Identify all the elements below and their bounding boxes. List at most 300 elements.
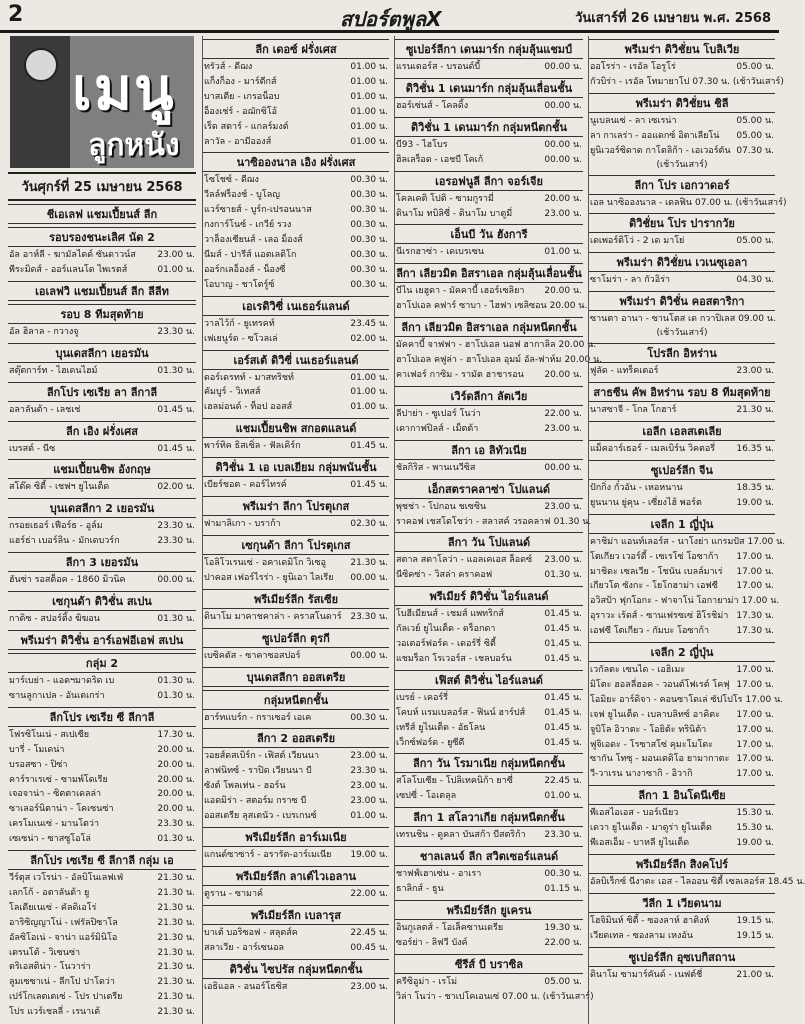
kickoff-time: 01.45 น.	[544, 609, 582, 620]
match-teams: ซากัน โทซุ - มอนเตดิโอ ยามากาตะ	[590, 754, 730, 765]
match-row	[8, 728, 196, 743]
kickoff-time: 21.30 น.	[157, 947, 195, 958]
match-teams: อลาลันต้า - เลชเช่	[9, 404, 81, 415]
kickoff-time: 00.30 น.	[544, 869, 582, 880]
match-teams: บารี่ - โมเดน่า	[9, 744, 65, 755]
league-heading: นาซิอองนาล เอิง ฝรั่งเศส	[203, 152, 389, 172]
kickoff-time: 01.45 น.	[350, 480, 388, 491]
match-row	[395, 338, 597, 353]
match-teams: บีไน เยฮูดา - มัคคาบี้ เฮอร์เซลิยา	[396, 286, 525, 297]
kickoff-time: 22.00 น.	[544, 937, 582, 948]
match-row	[395, 368, 583, 383]
match-row	[203, 711, 389, 726]
match-teams: ฟูลัด - แทร็คเตอร์	[590, 366, 659, 377]
logo-photo	[10, 36, 70, 168]
match-teams: เทรีส์ ยูไนเต็ด - อัธโลน	[396, 722, 486, 733]
match-row	[8, 325, 196, 340]
match-teams: เอฟซี โตเกียว - กัมบะ โอซาก้า	[590, 626, 710, 637]
kickoff-time: 01.00 น.	[350, 121, 388, 132]
match-teams: สตาล สตาโลว่า - แอลเคเอส ล็อดซ์	[396, 555, 533, 566]
match-teams: เบรสต์ - นีซ	[9, 443, 56, 454]
match-row	[395, 882, 583, 897]
match-teams: คัมบูร์ - วิเทสส์	[204, 387, 261, 398]
kickoff-time: 01.30 น.	[157, 365, 195, 376]
kickoff-time: 23.45 น.	[350, 318, 388, 329]
match-teams: พุชช่า - โปกอน ชเซซิน	[396, 501, 487, 512]
match-teams: สโลโบเซีย - โปลิเทคนิก้า ยาซี่	[396, 776, 513, 787]
match-teams: เร็ด สตาร์ - แกลร์มงต์	[204, 121, 289, 132]
kickoff-time: 01.00 น.	[350, 811, 388, 822]
match-teams: เบียร์ชอต - คอร์ไทรค์	[204, 480, 287, 491]
match-teams: พาร์ทิค ธิสเซิ่ล - ฟัลเคิร์ก	[204, 441, 301, 452]
league-heading: ลีกา เอ ลิทัวเนีย	[395, 440, 583, 460]
match-row	[203, 203, 389, 218]
match-teams: ดอร์เดรทท์ - มาสทริชท์	[204, 372, 294, 383]
match-teams: เฮลม่อนด์ - ท็อป ออสส์	[204, 402, 293, 413]
match-row	[589, 234, 775, 249]
match-row	[589, 678, 775, 693]
league-heading: เอลีก เอลสเตเลีย	[589, 421, 775, 441]
kickoff-time: 01.30 น.	[157, 614, 195, 625]
match-teams: โซโชซ์ - ดีฌง	[204, 175, 259, 186]
match-teams: ปาคอส เฟอร์ไรร่า - ยูนิเอา ไลเรีย	[204, 572, 334, 583]
kickoff-time: 04.30 น.	[736, 275, 774, 286]
match-row	[203, 248, 389, 263]
match-row	[8, 931, 196, 946]
match-teams: บี93 - ไฮโบร	[396, 139, 448, 150]
match-row	[203, 571, 389, 586]
match-row	[589, 496, 775, 511]
match-teams: เบรย์ - เคอร์รี่	[396, 692, 449, 703]
match-row	[589, 752, 775, 767]
league-heading: ลีกโปร เซเรีย ซี ลีกาลี	[8, 707, 196, 727]
kickoff-time: 17.00 น.	[736, 724, 774, 735]
match-teams: พีเอสไอเอส - บอร์เนียว	[590, 808, 679, 819]
kickoff-time: 21.30 น.	[157, 887, 195, 898]
kickoff-time: 01.45 น.	[157, 443, 195, 454]
kickoff-time: 09.00 น.	[738, 314, 776, 325]
match-teams: เว็กซ์ฟอร์ด - ยูซีดี	[396, 737, 465, 748]
match-row	[8, 248, 196, 263]
match-row	[8, 817, 196, 832]
kickoff-time: 17.00 น.	[736, 665, 774, 676]
kickoff-time: 00.45 น.	[350, 942, 388, 953]
match-row	[8, 674, 196, 689]
match-teams: สลาเวีย - อาร์เซนอล	[204, 942, 284, 953]
schedule-note: (เช้าวันเสาร์)	[656, 159, 708, 170]
match-teams: ยูนนาน ยู่คุน - เซี่ยงไฮ้ พอร์ต	[590, 497, 702, 508]
match-row	[8, 886, 196, 901]
kickoff-time: 01.30 น.	[157, 690, 195, 701]
match-row	[8, 758, 196, 773]
league-heading: ลีกา 3 เยอรมัน	[8, 552, 196, 572]
match-row	[8, 975, 196, 990]
match-row	[203, 400, 389, 415]
match-teams: คาเฟอร์ กาซิม - รามัต ฮาชารอน	[396, 369, 524, 380]
match-row	[8, 534, 196, 549]
match-teams: ดินาโม ทบิลิซี่ - ดินาโม บาตูมี่	[396, 208, 513, 219]
league-heading: ลีกา 2 ออสเตรีย	[203, 728, 389, 748]
league-heading: ดิวิชั่น 1 เดนมาร์ก กลุ่มหนีตกชั้น	[395, 117, 583, 137]
match-teams: ฮาร์ทแบร์ก - กราเซอร์ เอเค	[204, 712, 312, 723]
kickoff-time: 23.30 น.	[544, 830, 582, 841]
match-teams: เซเซน่า - ซาสซูโอโล่	[9, 834, 91, 845]
page-number: 2	[8, 2, 24, 27]
kickoff-time: 01.30 น.	[544, 570, 582, 581]
match-row	[395, 921, 583, 936]
league-heading: พรีเมร่า ดิวิชั่ยน โบลิเวีย	[589, 39, 775, 59]
match-teams: เซปซี่ - โอเตลุล	[396, 791, 457, 802]
match-teams: เอธิแอล - อนอร์โธซิส	[204, 981, 288, 992]
match-row	[395, 706, 583, 721]
kickoff-time: 21.30 น.	[157, 992, 195, 1003]
league-heading: ลีกา วัน โรมาเนีย กลุ่มหนีตกชั้น	[395, 753, 583, 773]
match-teams: โคบห์ แรมเบลอร์ส - ฟินน์ ฮาร์ปส์	[396, 707, 526, 718]
match-row	[395, 652, 583, 667]
match-teams: วอเตอร์ฟอร์ด - เดอร์รี่ ซิตี้	[396, 639, 496, 650]
league-heading: ชีเอเลฟ แชมเปี้ยนส์ ลีก	[8, 204, 196, 224]
kickoff-time: 19.00 น.	[736, 497, 774, 508]
match-row	[203, 218, 389, 233]
match-row	[8, 743, 196, 758]
match-teams: ซานลูกาเปล - อันเตเกร่า	[9, 690, 105, 701]
match-row	[395, 192, 583, 207]
match-row	[589, 60, 775, 75]
match-teams: ซอร์ย่า - ลิฟวี บังค์	[396, 937, 468, 948]
match-row	[589, 767, 775, 782]
match-teams: เกียวโต ซังกะ - โยโกฮาม่า เอฟซี	[590, 581, 718, 592]
match-teams: ธาลิกส์ - ธูน	[396, 884, 444, 895]
match-teams: กัลเวย์ ยูไนเต็ด - ดร็อกดา	[396, 624, 496, 635]
league-heading: ลีกา เลียวมิต อิสราเอล กลุ่มหนีตกชั้น	[395, 317, 583, 337]
match-row	[589, 129, 775, 144]
kickoff-time: 00.30 น.	[350, 190, 388, 201]
league-heading: รอบ 8 ทีมสุดท้าย	[8, 304, 196, 324]
match-row	[395, 736, 583, 751]
league-heading: ซูเปอร์ลีกา เดนมาร์ก กลุ่มลุ้นแชมป์	[395, 39, 583, 59]
match-teams: ฮิลเลร็อด - เอชบี โคเก้	[396, 154, 484, 165]
kickoff-time: 20.00 น.	[544, 193, 582, 204]
match-teams: ครีซิอูม่า - เรโม่	[396, 976, 458, 987]
match-row	[203, 610, 389, 625]
match-row	[8, 612, 196, 627]
match-teams: อุราวะ เร้ดส์ - ซานเฟรซเซ่ ฮิโรชิม่า	[590, 611, 729, 622]
match-row	[203, 980, 389, 995]
match-row	[8, 960, 196, 975]
league-heading: ดิวิชั่น 1 เอ เบลเยียม กลุ่มพนันชั้น	[203, 457, 389, 477]
kickoff-time: 01.00 น.	[350, 387, 388, 398]
kickoff-time: 21.30 น.	[157, 962, 195, 973]
match-row	[589, 579, 775, 594]
kickoff-time: 23.00 น.	[544, 501, 582, 512]
kickoff-time: 21.30 น.	[157, 1007, 195, 1018]
match-row	[203, 317, 389, 332]
match-row	[589, 75, 784, 90]
match-teams: เวียดเทล - ซองลาม เหงอัน	[590, 930, 693, 941]
kickoff-time: 01.45 น.	[544, 737, 582, 748]
kickoff-time: 21.30 น.	[736, 405, 774, 416]
kickoff-time: 01.45 น.	[544, 707, 582, 718]
match-teams: อัลบิเร็กซ์ นีงาตะ เอส - ไลออน ซิตี้ เซลเลอร์ส	[590, 877, 765, 887]
match-teams: แฮร์ธ่า เบอร์ลิน - มักเดบวร์ก	[9, 536, 120, 547]
league-heading: เอ็นบี วัน ฮังการี	[395, 224, 583, 244]
match-row	[203, 926, 389, 941]
match-teams: วิล่า โนว่า - ชาเปโคเอนเซ่	[396, 991, 500, 1002]
kickoff-time: 05.00 น.	[544, 976, 582, 987]
match-teams: เดวา ยูไนเต็ด - มาดูร่า ยูไนเต็ด	[590, 823, 712, 834]
match-row	[8, 901, 196, 916]
match-teams: ลาฟนิทซ์ - ราปิด เวียนนา บี	[204, 766, 312, 777]
column-3	[394, 36, 603, 1024]
match-teams: โบฮีเมียนส์ - เชมส์ แพทริกส์	[396, 609, 504, 620]
league-heading: รอบรองชนะเลิศ นัด 2	[8, 227, 196, 247]
kickoff-time: 21.30 น.	[157, 917, 195, 928]
match-teams: ทรัวส์ - ดีฌง	[204, 62, 253, 72]
kickoff-time: 23.00 น.	[157, 250, 195, 260]
match-row	[8, 519, 196, 534]
match-teams: บาสเตีย - เกรอน็อบ	[204, 91, 280, 102]
match-row	[8, 364, 196, 379]
football-icon	[24, 48, 58, 82]
kickoff-time: 22.45 น.	[544, 776, 582, 787]
masthead: สปอร์ตพูลX	[340, 7, 442, 31]
column-4	[588, 36, 805, 1024]
kickoff-time: 19.15 น.	[736, 930, 774, 941]
match-row	[589, 442, 775, 457]
match-row	[589, 535, 786, 550]
match-teams: ปักกิ่ง กั๋วอัน - เหอหนาน	[590, 482, 683, 493]
match-row	[589, 968, 775, 983]
match-teams: มัคคาบี้ จาฟฟา - ฮาโปเอล นอฟ ฮากาลิล	[396, 340, 556, 351]
kickoff-time: 00.00 น.	[544, 100, 582, 111]
league-heading: เวิร์ดลีกา ลัตเวีย	[395, 386, 583, 406]
kickoff-time: 19.30 น.	[544, 923, 582, 933]
kickoff-time: 19.00 น.	[350, 850, 388, 860]
league-heading: ลีกา 1 สโลวาเกีย กลุ่มหนีตกชั้น	[395, 807, 583, 827]
match-teams: โอบาญ - ชาโตรู์ซ์	[204, 279, 275, 290]
match-teams: อัลซิโอเน่ - จาน่า แอร์มินิโอ	[9, 932, 118, 943]
kickoff-time: 17.30 น.	[736, 626, 774, 637]
match-row	[395, 721, 583, 736]
match-teams: เปร์โกเลตเตเซ่ - โปร ปาเตรีย	[9, 992, 123, 1003]
kickoff-time: 01.45 น.	[350, 441, 388, 452]
match-teams: คาร์ราเรเซ่ - ซามพ์โดเรีย	[9, 774, 108, 785]
match-teams: วี-วาเรน นางาซากิ - อิวากิ	[590, 769, 693, 780]
match-row	[203, 263, 389, 278]
league-heading: ซีรีส์ บี บราซิล	[395, 954, 583, 974]
kickoff-time: 16.35 น.	[736, 443, 774, 454]
match-teams: ซาเลอร์นิตาน่า - โคเซนซ่า	[9, 804, 114, 815]
kickoff-time: 17.00 น.	[736, 581, 774, 592]
match-row	[203, 809, 389, 824]
match-row	[589, 196, 787, 211]
match-row	[8, 787, 196, 802]
match-row	[203, 90, 389, 105]
league-heading: เอ็กสตราคลาซ่า โปแลนด์	[395, 479, 583, 499]
kickoff-time: 22.00 น.	[544, 408, 582, 419]
kickoff-time: 01.30 น.	[157, 834, 195, 845]
league-heading: วีลีก 1 เวียดนาม	[589, 893, 775, 913]
match-teams: ตริเอสติน่า - โนวาร่า	[9, 962, 91, 973]
match-row	[395, 99, 583, 114]
kickoff-time: 02.00 น.	[350, 333, 388, 344]
kickoff-time: 23.00 น.	[350, 781, 388, 792]
kickoff-time: 05.00 น.	[736, 236, 774, 247]
league-heading: ลีกา วัน โปแลนด์	[395, 532, 583, 552]
league-heading: เฟิสต์ ดิวิชั่น ไอร์แลนด์	[395, 670, 583, 690]
league-heading: แชมเปี้ยนชิพ อังกฤษ	[8, 459, 196, 479]
kickoff-time: 00.00 น.	[157, 575, 195, 586]
match-teams: โปร แวร์เชลลี่ - เรนาเต้	[9, 1007, 101, 1018]
kickoff-time: 21.30 น.	[157, 977, 195, 988]
match-teams: โอลิโวเรนเซ่ - อคาเดมิโก วิเซอู	[204, 557, 326, 568]
match-row	[395, 936, 583, 951]
match-row	[395, 422, 583, 437]
match-teams: พีระมิดส์ - ออร์แลนโด ไพเรตส์	[9, 264, 128, 275]
match-teams: เดากาฟปิลส์ - เม็ตต้า	[396, 423, 479, 434]
match-row	[203, 556, 389, 571]
league-heading: ซูเปอร์ลีก อุซเบกิสถาน	[589, 947, 775, 967]
match-teams: โตเกียว เวอร์ดี้ - เซเรโซ่ โอซาก้า	[590, 551, 719, 562]
kickoff-time: 17.00 น.	[745, 694, 784, 705]
kickoff-time: 17.00 น.	[741, 596, 780, 607]
match-teams: มิโตะ ฮอลลี่ฮอค - วอนต์โฟเรต์ โคฟุ	[590, 679, 730, 690]
kickoff-time: 23.00 น.	[350, 981, 388, 992]
kickoff-time: 00.00 น.	[544, 139, 582, 150]
league-heading: ดิวิชั่น 1 เดนมาร์ก กลุ่มลุ้นเลื่อนชั้น	[395, 78, 583, 98]
day-heading: วันศุกร์ที่ 25 เมษายน 2568	[8, 172, 196, 201]
match-row	[203, 233, 389, 248]
league-heading: พรีเมียร์ลีก ยูเครน	[395, 900, 583, 920]
match-teams: คาชิม่า แอนท์เลอร์ส - นาโงย่า แกรมปัส	[590, 536, 745, 547]
kickoff-time: 01.00 น.	[544, 247, 582, 258]
kickoff-time: 00.00 น.	[544, 62, 582, 72]
kickoff-time: 00.00 น.	[544, 462, 582, 473]
match-row	[203, 749, 389, 764]
match-row	[589, 708, 775, 723]
match-row	[589, 273, 775, 288]
match-row	[203, 517, 389, 532]
match-teams: กาดิซ - สปอร์ติ้ง ฆิฆอน	[9, 614, 100, 625]
kickoff-time: 20.00 น.	[564, 355, 603, 366]
match-row	[395, 284, 583, 299]
match-teams: ราคอฟ เชสโตโชว่า - สลาสค์ วรอคลาฟ	[396, 516, 551, 527]
kickoff-time: 20.00 น.	[157, 744, 195, 755]
match-teams: โอมิยะ อาร์ดิจา - คอนซาโดเล่ ซัปโปโร	[590, 694, 743, 705]
league-heading: ลีกโปร เซเรีย ลา ลีกาลี	[8, 382, 196, 402]
kickoff-time: 00.30 น.	[350, 235, 388, 246]
league-heading: บุนเดสลีกา เยอรมัน	[8, 343, 196, 363]
match-teams: อินกูเลตส์ - โอเล็คซานเดรีย	[396, 923, 504, 933]
match-teams: ฮอร์เซ่นส์ - โคลดิ้ง	[396, 100, 469, 111]
kickoff-time: 23.30 น.	[157, 536, 195, 547]
kickoff-time: 17.00 น.	[736, 739, 774, 750]
match-row	[395, 500, 583, 515]
kickoff-time: 01.00 น.	[350, 91, 388, 102]
match-teams: พีเอสเอ็ม - บาหลี ยูไนเต็ด	[590, 838, 690, 849]
match-teams: วอยส์ดสเบิร์ก - เฟิสต์ เวียนนา	[204, 751, 320, 762]
kickoff-time: 22.00 น.	[350, 888, 388, 899]
logo-title: เมนู	[72, 55, 176, 123]
league-heading: พรีเมียร์ลีก ลาเต์ไวเอลาน	[203, 866, 389, 886]
match-row	[8, 263, 196, 278]
match-teams: เดเพอร์ติโว่ - 2 เด มาโย่	[590, 236, 685, 247]
league-heading: เอรอฟนูลี ลีกา จอร์เจีย	[395, 171, 583, 191]
match-teams: ตูราน - ซามาค์	[204, 888, 264, 899]
match-row	[8, 403, 196, 418]
match-teams: อัล อาห์ลี - ฆามัลไดด์ ซันดาวน์ส	[9, 250, 136, 260]
match-row	[8, 573, 196, 588]
match-row	[203, 60, 389, 75]
kickoff-time: 21.30 น.	[157, 873, 195, 884]
kickoff-time: 17.00 น.	[747, 536, 786, 547]
match-row	[395, 245, 583, 260]
kickoff-time: 22.45 น.	[350, 927, 388, 938]
match-row	[203, 941, 389, 956]
match-row	[395, 299, 588, 314]
kickoff-time: 21.30 น.	[157, 902, 195, 913]
match-row	[203, 649, 389, 664]
match-row	[589, 594, 780, 609]
kickoff-time: 00.30 น.	[350, 220, 388, 231]
league-heading: กลุ่มหนีตกชั้น	[203, 690, 389, 710]
match-teams: มาร์เบย่า - แอตฯมาดริด เบ	[9, 675, 115, 686]
kickoff-time: 18.45 น.	[767, 877, 805, 887]
match-row	[203, 105, 389, 120]
match-teams: นีซิคซ่า - วิสล่า คราคอฟ	[396, 570, 493, 581]
schedule-note: (เช้าวันเสาร์)	[656, 328, 708, 339]
match-teams: ลีปาย่า - ซูเปอร์ โนว่า	[396, 408, 481, 419]
match-row	[203, 764, 389, 779]
kickoff-time: 21.30 น.	[350, 557, 388, 568]
match-teams: นาสซาจี - โกล โกฮาร์	[590, 405, 677, 416]
kickoff-time: 07.00 น. (เช้าวันเสาร์)	[502, 991, 594, 1002]
match-row	[203, 794, 389, 809]
league-heading: บุนเดสลีกา 2 เยอรมัน	[8, 498, 196, 518]
match-teams: กัวบิร่า - เรอัล โทมายาโป	[590, 76, 690, 87]
column-1	[8, 36, 196, 1024]
kickoff-time: 17.00 น.	[736, 769, 774, 780]
column-2	[202, 36, 389, 1024]
match-row	[8, 689, 196, 704]
kickoff-time: 20.00 น.	[157, 759, 195, 770]
match-row	[589, 481, 775, 496]
kickoff-time: 17.00 น.	[736, 566, 774, 577]
match-row	[589, 609, 775, 624]
kickoff-time: 01.00 น.	[350, 106, 388, 117]
match-teams: โฟรซิโนเน่ - สเปเซีย	[9, 729, 90, 740]
kickoff-time: 00.30 น.	[350, 205, 388, 216]
match-row	[395, 691, 583, 706]
match-teams: ดินาโม มาคาชคาล่า - คราสโนดาร์	[204, 611, 342, 622]
kickoff-time: 23.30 น.	[157, 326, 195, 337]
match-row	[203, 135, 389, 150]
match-teams: บาเต้ บอริซอฟ - สลุตส์ค	[204, 927, 298, 938]
match-row	[395, 607, 583, 622]
match-row	[395, 461, 583, 476]
match-row	[395, 789, 583, 804]
match-teams: โคลเคติ โปติ - ซามกูรามี่	[396, 193, 494, 204]
match-teams: ออร์กเลอ็องส์ - น็องซี่	[204, 264, 286, 275]
league-heading: ซูเปอร์ลีก จีน	[589, 460, 775, 480]
kickoff-time: 00.30 น.	[350, 249, 388, 260]
match-teams: ฮันซ่า รอสต็อค - 1860 มิวนิค	[9, 575, 126, 586]
match-row	[589, 738, 775, 753]
league-heading: โปรลีก อิหร่าน	[589, 343, 775, 363]
match-teams: อวิสป้า ฟุกโอกะ - ฟาจาโน่ โอกายาม่า	[590, 596, 739, 607]
league-heading: เอเรดิวิซี่ เนเธอร์แลนด์	[203, 296, 389, 316]
kickoff-time: 01.00 น.	[350, 136, 388, 147]
